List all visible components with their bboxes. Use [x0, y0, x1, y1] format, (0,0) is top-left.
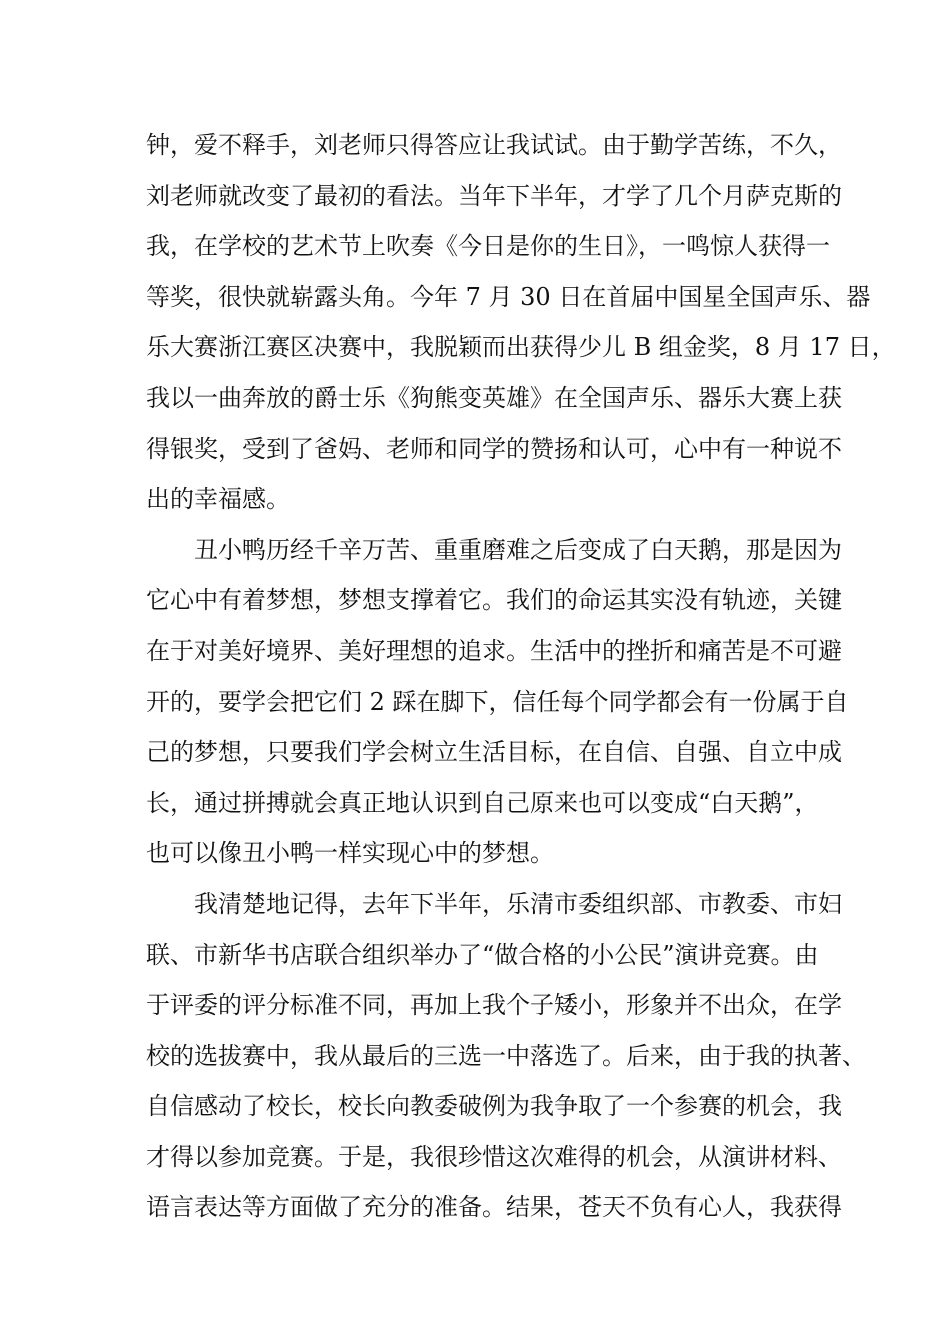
body-line: 校的选拔赛中，我从最后的三选一中落选了。后来，由于我的执著、: [146, 1041, 866, 1070]
body-line: 开的，要学会把它们 2 踩在脚下，信任每个同学都会有一份属于自: [146, 687, 849, 716]
body-line: 钟，爱不释手，刘老师只得答应让我试试。由于勤学苦练，不久，: [146, 131, 842, 159]
body-line: 也可以像丑小鸭一样实现心中的梦想。: [146, 839, 554, 868]
body-line: 联、市新华书店联合组织举办了“做合格的小公民”演讲竞赛。由: [146, 940, 819, 969]
body-line: 才得以参加竞赛。于是，我很珍惜这次难得的机会，从演讲材料、: [146, 1142, 842, 1171]
body-line: 我，在学校的艺术节上吹奏《今日是你的生日》，一鸣惊人获得一: [146, 232, 830, 261]
paragraph-first-line: 我清楚地记得，去年下半年，乐清市委组织部、市教委、市妇: [194, 889, 842, 918]
body-line: 它心中有着梦想，梦想支撑着它。我们的命运其实没有轨迹，关键: [146, 586, 842, 615]
body-line: 得银奖，受到了爸妈、老师和同学的赞扬和认可，心中有一种说不: [146, 434, 842, 463]
document-body: [146, 120, 896, 1233]
paragraph-first-line: 丑小鸭历经千辛万苦、重重磨难之后变成了白天鹅，那是因为: [194, 535, 842, 564]
body-line: 在于对美好境界、美好理想的追求。生活中的挫折和痛苦是不可避: [146, 636, 842, 665]
body-line: 长，通过拼搏就会真正地认识到自己原来也可以变成“白天鹅”，: [146, 788, 819, 817]
body-line: 乐大赛浙江赛区决赛中，我脱颖而出获得少儿 B 组金奖，8 月 17 日，: [146, 333, 896, 362]
body-line: 语言表达等方面做了充分的准备。结果，苍天不负有心人，我获得: [146, 1193, 842, 1222]
body-line: 等奖，很快就崭露头角。今年 7 月 30 日在首届中国星全国声乐、器: [146, 282, 871, 311]
body-line: 己的梦想，只要我们学会树立生活目标，在自信、自强、自立中成: [146, 738, 842, 767]
body-line: 出的幸福感。: [146, 485, 290, 514]
body-line: 刘老师就改变了最初的看法。当年下半年，才学了几个月萨克斯的: [146, 181, 842, 210]
body-line: 自信感动了校长，校长向教委破例为我争取了一个参赛的机会，我: [146, 1092, 842, 1121]
body-line: 我以一曲奔放的爵士乐《狗熊变英雄》在全国声乐、器乐大赛上获: [146, 383, 842, 412]
body-line: 于评委的评分标准不同，再加上我个子矮小，形象并不出众，在学: [146, 991, 842, 1020]
